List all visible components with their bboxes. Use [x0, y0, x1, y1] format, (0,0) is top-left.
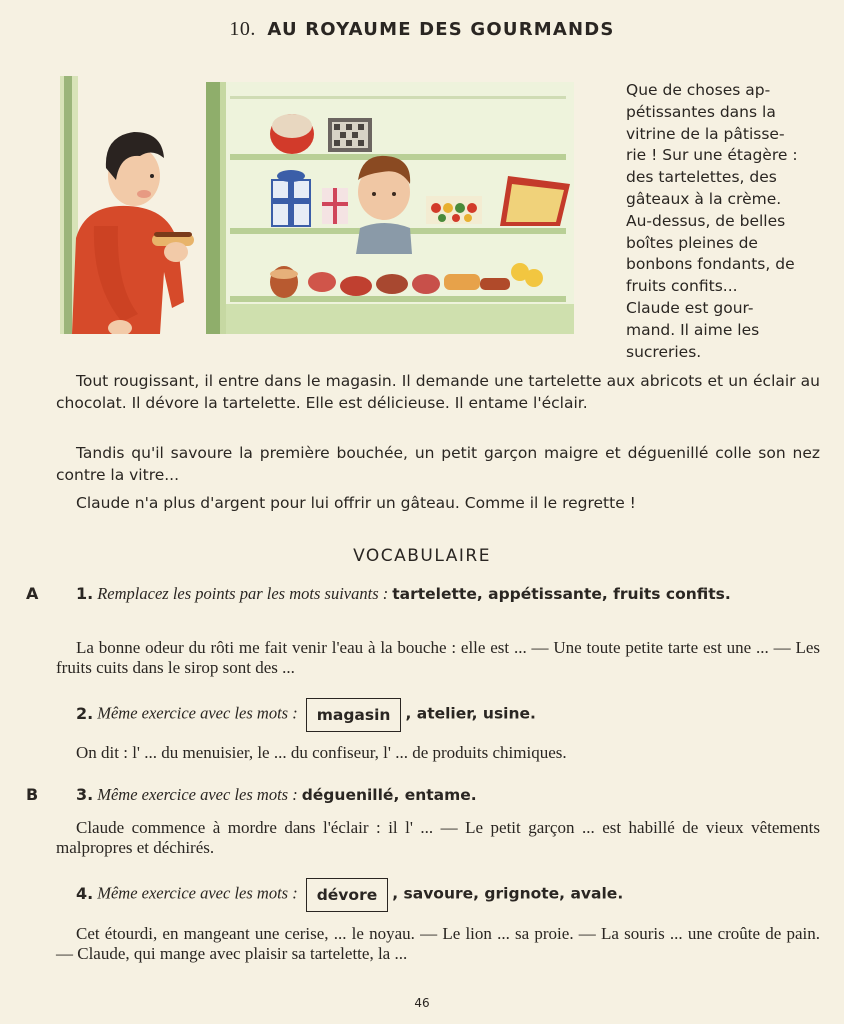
lesson-number: 10. [229, 18, 256, 40]
exercise-words: déguenillé, entame. [301, 786, 477, 804]
intro-line: Au-dessus, de belles [626, 211, 786, 230]
exercise-2-text: On dit : l' ... du menuisier, le ... du confiseur, l' ... de produits chimiques. [76, 743, 567, 762]
exercise-words: tartelette, appétissante, fruits confits. [392, 585, 731, 603]
lesson-title [0, 18, 844, 41]
exercise-number: 1. [76, 584, 94, 603]
exercise-1-text: La bonne odeur du rôti me fait venir l'eau à la bouche : elle est ... — Une toute petite tarte est une ... — Les fruits cuits dans le sirop sont des ... [56, 638, 820, 677]
exercise-4-instruction [56, 878, 820, 912]
intro-line: boîtes pleines de [626, 233, 758, 252]
page-number: 46 [414, 996, 430, 1010]
section-letter-a: A [26, 584, 39, 603]
boxed-word: magasin [306, 698, 402, 732]
section-letter-b: B [26, 785, 39, 804]
exercise-instruction: Même exercice avec les mots : [97, 703, 298, 723]
lesson-title-text: AU ROYAUME DES GOURMANDS [267, 19, 615, 40]
intro-line: gâteaux à la crème. [626, 189, 782, 208]
paragraph: Tout rougissant, il entre dans le magasin. Il demande une tartelette aux abricots et un éclair au chocolat. Il dévore la tartelette. Elle est délicieuse. Il entame l'éclair. [56, 372, 820, 412]
exercise-3-text: Claude commence à mordre dans l'éclair : il l' ... — Le petit garçon ... est habillé de vieux vêtements malpropres et déchirés. [56, 818, 820, 857]
paragraph: Claude n'a plus d'argent pour lui offrir un gâteau. Comme il le regrette ! [76, 494, 636, 512]
intro-line: mand. Il aime les [626, 320, 760, 339]
exercise-instruction: Remplacez les points par les mots suivants : [97, 584, 389, 603]
exercise-number: 2. [76, 703, 94, 723]
intro-line: Que de choses ap- [626, 81, 771, 99]
exercise-words: , atelier, usine. [405, 704, 536, 723]
boxed-word: dévore [306, 878, 389, 912]
exercise-number: 3. [76, 785, 94, 804]
intro-line: bonbons fondants, de [626, 255, 795, 274]
intro-line: sucreries. [626, 342, 702, 361]
exercise-3-instruction [56, 785, 820, 806]
intro-line: fruits confits... [626, 277, 738, 296]
exercise-2-instruction [56, 698, 820, 732]
intro-line: des tartelettes, des [626, 168, 777, 187]
pastry-shop-illustration [60, 76, 574, 334]
exercise-instruction: Même exercice avec les mots : [97, 883, 298, 903]
exercise-4-text: Cet étourdi, en mangeant une cerise, ... le noyau. — Le lion ... sa proie. — La souris ... une croûte de pain. — Claude, qui mange avec plaisir sa tartelette, la ... [56, 924, 820, 963]
exercise-number: 4. [76, 883, 94, 903]
intro-text [626, 80, 822, 363]
exercise-instruction: Même exercice avec les mots : [97, 785, 298, 804]
intro-line: rie ! Sur une étagère : [626, 146, 798, 165]
exercise-words: , savoure, grignote, avale. [392, 884, 624, 903]
intro-line: Claude est gour- [626, 298, 754, 317]
vocabulary-heading: VOCABULAIRE [353, 546, 491, 566]
intro-line: vitrine de la pâtisse- [626, 124, 785, 143]
exercise-1-instruction [56, 584, 820, 605]
paragraph: Tandis qu'il savoure la première bouchée, un petit garçon maigre et déguenillé colle son nez contre la vitre... [56, 444, 820, 484]
intro-line: pétissantes dans la [626, 102, 776, 121]
